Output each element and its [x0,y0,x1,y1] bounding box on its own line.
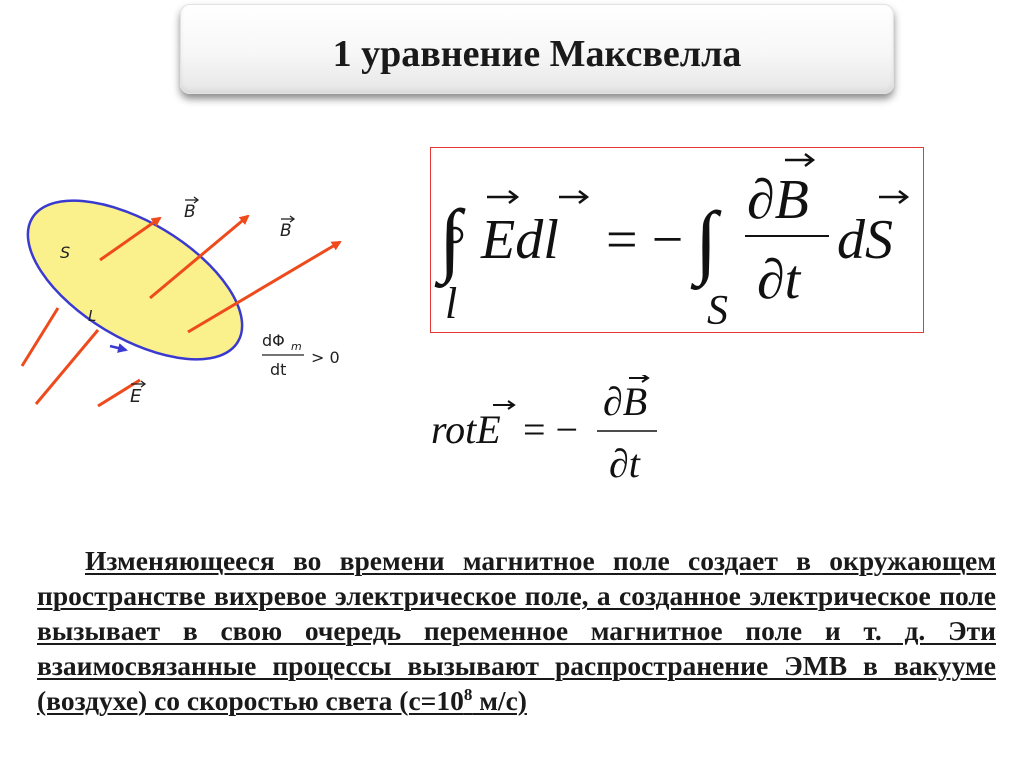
title-box [180,4,894,94]
denominator-dt: ∂t [609,441,640,486]
differential-formula [425,375,665,490]
surface-integral-sign: ∫ [695,195,718,286]
faraday-figure [0,180,380,420]
equals-minus: = − [606,209,684,271]
integrand-edl: Edl [481,209,559,271]
contour-subscript: l [445,279,458,328]
numerator-db: ∂B [603,379,648,424]
integral-formula-box [430,147,924,333]
denominator-dt: ∂t [757,249,801,311]
paragraph-exponent: 8 [463,684,473,704]
equals-minus: = − [523,407,579,452]
flux-numerator: dΦ [262,331,285,350]
flux-relation: > 0 [311,348,340,367]
paragraph-main: Изменяющееся во времени магнитное поле создает в окружающем пространстве вихревое электрическое поле, а созданное электрическое поле вызывает в свою очередь переменное магнитное поле и т. д. Эти взаимосвязанные процессы вызывают распространение ЭМВ в вакууме (воздухе) со скоростью света (с=10 [37,544,996,716]
flux-subscript: m [291,340,302,353]
label-b-upper: B [184,202,196,222]
label-l: L [88,307,97,325]
rot-e: rotE [431,407,501,452]
field-line-segment [22,308,58,366]
numerator-db: ∂B [747,169,809,231]
label-b-right: B [280,221,292,241]
field-line-segment [36,330,98,404]
surface-subscript: S [707,288,728,331]
paragraph-tail: м/с) [472,684,527,716]
surface-s [2,180,267,392]
label-e: E [130,386,142,407]
explanation-paragraph [37,543,996,718]
contour-integral-sign: ∫ [439,193,462,284]
slide-title: 1 уравнение Максвелла [332,33,742,75]
tail-ds: dS [837,209,893,271]
flux-denominator: dt [270,360,287,379]
label-s: S [60,243,71,262]
contour-direction-arrow [110,346,126,350]
